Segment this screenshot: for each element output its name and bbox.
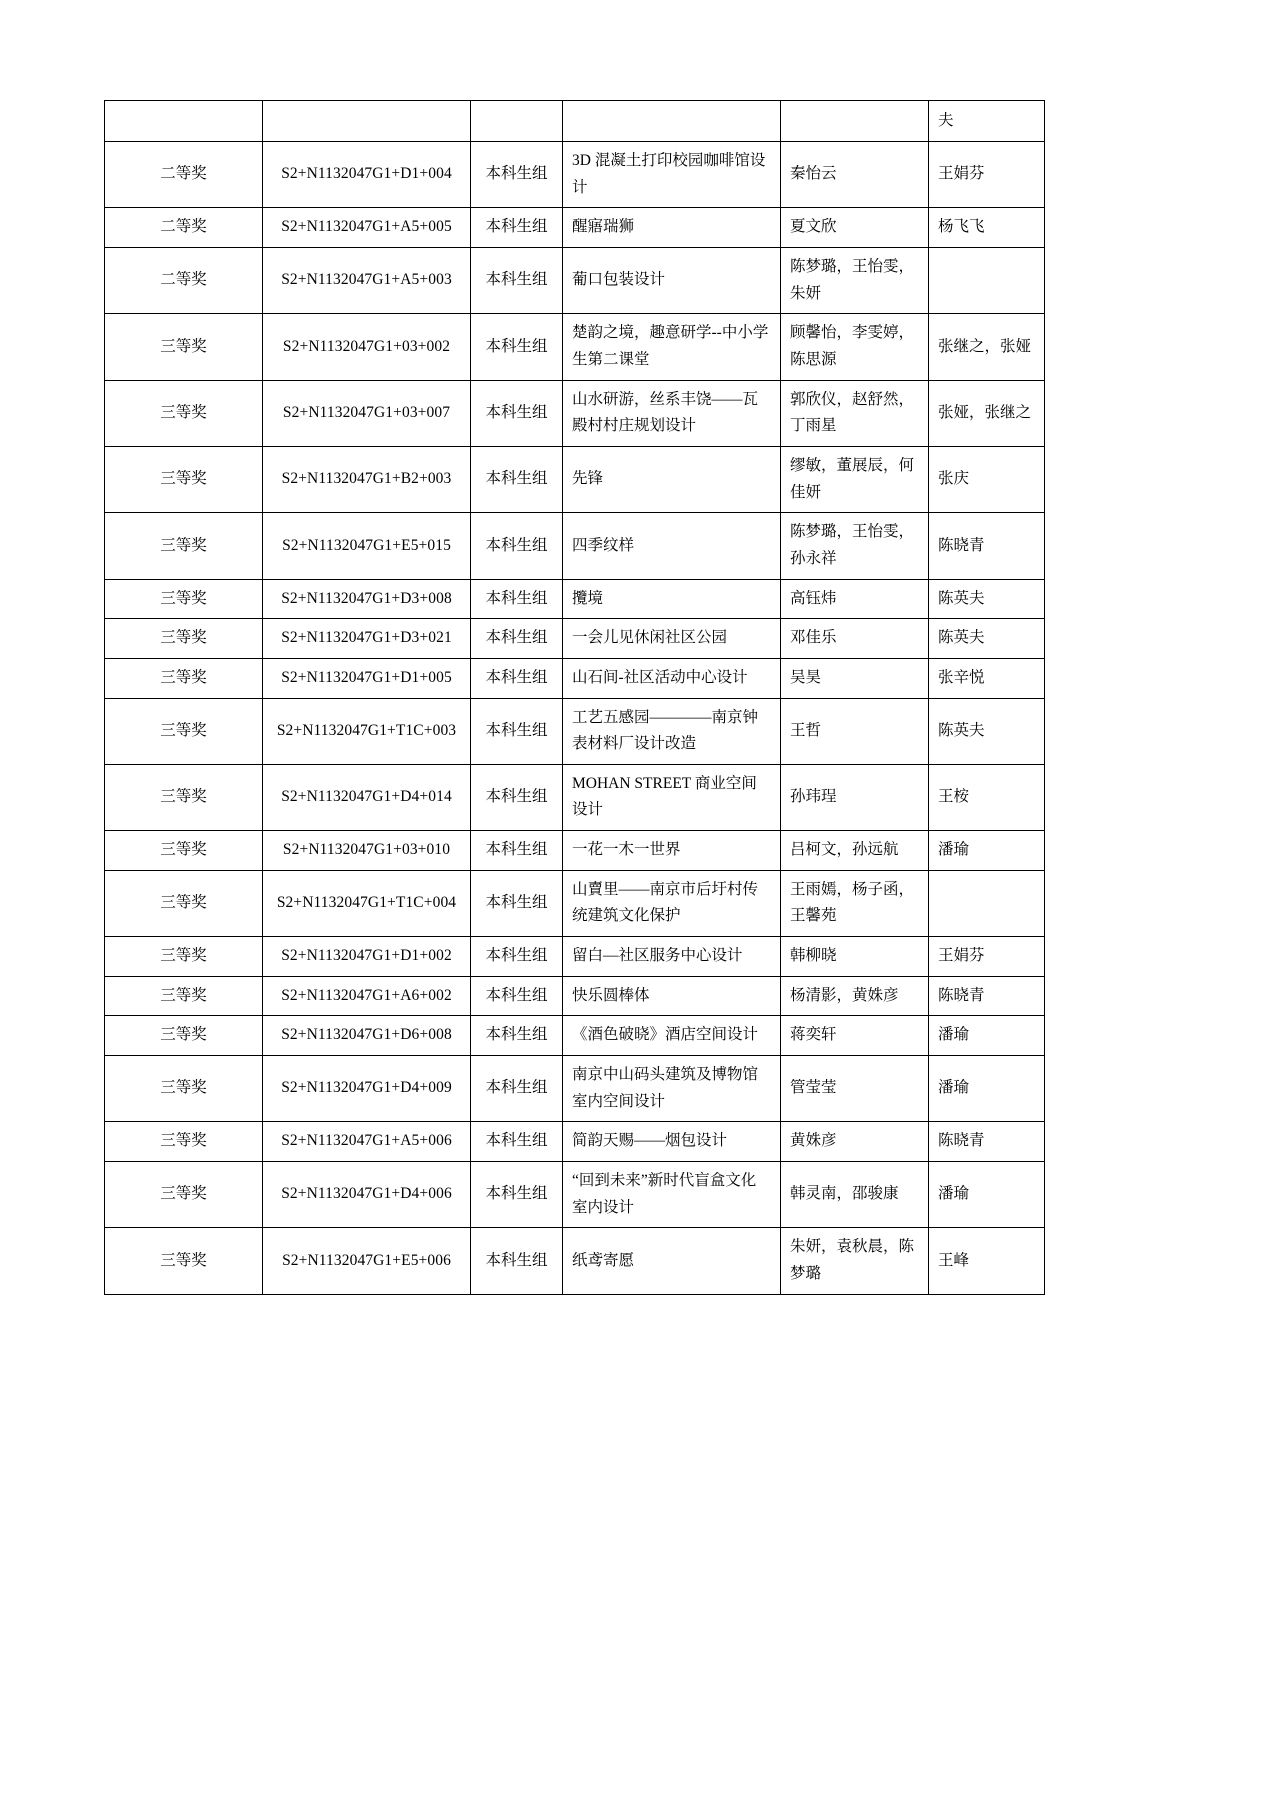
table-row-continued xyxy=(105,101,1045,142)
cell-teacher: 潘瑜 xyxy=(929,1016,1045,1056)
cell-title: 山賣里——南京市后圩村传统建筑文化保护 xyxy=(563,870,781,936)
table-row xyxy=(105,1016,1045,1056)
table-row xyxy=(105,1228,1045,1294)
cell-group: 本科生组 xyxy=(471,831,563,871)
cell-teacher: 王娟芬 xyxy=(929,142,1045,208)
cell-award: 三等奖 xyxy=(105,937,263,977)
cell-teacher: 张辛悦 xyxy=(929,658,1045,698)
cell-title: 一花一木一世界 xyxy=(563,831,781,871)
cell-award: 三等奖 xyxy=(105,1162,263,1228)
cell-student: 王雨嫣，杨子函，王馨苑 xyxy=(781,870,929,936)
cell-student: 郭欣仪，赵舒然，丁雨星 xyxy=(781,380,929,446)
table-row xyxy=(105,142,1045,208)
cell-code: S2+N1132047G1+A6+002 xyxy=(263,976,471,1016)
cell-student: 缪敏，董展辰，何佳妍 xyxy=(781,446,929,512)
cell-award: 三等奖 xyxy=(105,579,263,619)
cell-group: 本科生组 xyxy=(471,619,563,659)
cell-code: S2+N1132047G1+A5+003 xyxy=(263,247,471,313)
cell-teacher: 陈晓青 xyxy=(929,513,1045,579)
cell-title: 工艺五感园————南京钟表材料厂设计改造 xyxy=(563,698,781,764)
cell-code: S2+N1132047G1+T1C+004 xyxy=(263,870,471,936)
cell-code: S2+N1132047G1+E5+015 xyxy=(263,513,471,579)
table-row xyxy=(105,831,1045,871)
cell-student: 陈梦璐，王怡雯，朱妍 xyxy=(781,247,929,313)
cell-code: S2+N1132047G1+B2+003 xyxy=(263,446,471,512)
cell-student: 韩灵南，邵骏康 xyxy=(781,1162,929,1228)
cell-student: 黄姝彦 xyxy=(781,1122,929,1162)
cell-student: 秦怡云 xyxy=(781,142,929,208)
cell-code: S2+N1132047G1+03+007 xyxy=(263,380,471,446)
table-row xyxy=(105,937,1045,977)
table-row xyxy=(105,1162,1045,1228)
cell-group: 本科生组 xyxy=(471,1056,563,1122)
cell-award: 三等奖 xyxy=(105,870,263,936)
table-row xyxy=(105,619,1045,659)
cell-teacher: 王峰 xyxy=(929,1228,1045,1294)
cell-student: 吕柯文，孙远航 xyxy=(781,831,929,871)
cell-teacher: 潘瑜 xyxy=(929,1162,1045,1228)
table-row xyxy=(105,208,1045,248)
cell-teacher: 潘瑜 xyxy=(929,1056,1045,1122)
cell-group: 本科生组 xyxy=(471,380,563,446)
cell-code: S2+N1132047G1+D3+008 xyxy=(263,579,471,619)
table-row xyxy=(105,870,1045,936)
cell-teacher: 夫 xyxy=(929,101,1045,142)
cell-teacher xyxy=(929,247,1045,313)
table-row xyxy=(105,314,1045,380)
cell-code: S2+N1132047G1+03+002 xyxy=(263,314,471,380)
table-row xyxy=(105,658,1045,698)
cell-group xyxy=(471,101,563,142)
cell-title: 留白—社区服务中心设计 xyxy=(563,937,781,977)
cell-title: 四季纹样 xyxy=(563,513,781,579)
cell-award: 三等奖 xyxy=(105,658,263,698)
cell-title: 一会儿见休闲社区公园 xyxy=(563,619,781,659)
cell-code: S2+N1132047G1+D1+002 xyxy=(263,937,471,977)
cell-award: 二等奖 xyxy=(105,208,263,248)
cell-teacher: 王娟芬 xyxy=(929,937,1045,977)
cell-code: S2+N1132047G1+D1+004 xyxy=(263,142,471,208)
table-row xyxy=(105,1056,1045,1122)
cell-group: 本科生组 xyxy=(471,314,563,380)
cell-student: 高钰炜 xyxy=(781,579,929,619)
award-table-body xyxy=(105,101,1045,1295)
cell-teacher: 张继之，张娅 xyxy=(929,314,1045,380)
cell-group: 本科生组 xyxy=(471,976,563,1016)
cell-group: 本科生组 xyxy=(471,513,563,579)
cell-title: 葡口包装设计 xyxy=(563,247,781,313)
cell-code: S2+N1132047G1+D3+021 xyxy=(263,619,471,659)
cell-student xyxy=(781,101,929,142)
cell-group: 本科生组 xyxy=(471,1162,563,1228)
cell-group: 本科生组 xyxy=(471,247,563,313)
cell-group: 本科生组 xyxy=(471,764,563,830)
table-row xyxy=(105,698,1045,764)
cell-title: 醒寤瑞狮 xyxy=(563,208,781,248)
cell-group: 本科生组 xyxy=(471,698,563,764)
cell-award: 三等奖 xyxy=(105,314,263,380)
cell-teacher: 陈英夫 xyxy=(929,579,1045,619)
cell-code: S2+N1132047G1+D6+008 xyxy=(263,1016,471,1056)
cell-code: S2+N1132047G1+D1+005 xyxy=(263,658,471,698)
cell-student: 朱妍，袁秋晨，陈梦璐 xyxy=(781,1228,929,1294)
cell-code: S2+N1132047G1+03+010 xyxy=(263,831,471,871)
cell-award: 三等奖 xyxy=(105,513,263,579)
cell-award: 三等奖 xyxy=(105,831,263,871)
cell-title: 快乐圆棒体 xyxy=(563,976,781,1016)
cell-title xyxy=(563,101,781,142)
award-list-table xyxy=(104,100,1045,1295)
cell-code: S2+N1132047G1+D4+009 xyxy=(263,1056,471,1122)
cell-group: 本科生组 xyxy=(471,658,563,698)
cell-title: 3D 混凝土打印校园咖啡馆设计 xyxy=(563,142,781,208)
table-row xyxy=(105,579,1045,619)
cell-code xyxy=(263,101,471,142)
cell-award: 三等奖 xyxy=(105,1122,263,1162)
cell-code: S2+N1132047G1+D4+014 xyxy=(263,764,471,830)
cell-title: 先锋 xyxy=(563,446,781,512)
cell-teacher: 王桉 xyxy=(929,764,1045,830)
cell-group: 本科生组 xyxy=(471,579,563,619)
table-row xyxy=(105,513,1045,579)
cell-group: 本科生组 xyxy=(471,1228,563,1294)
cell-student: 管莹莹 xyxy=(781,1056,929,1122)
cell-teacher: 潘瑜 xyxy=(929,831,1045,871)
cell-award xyxy=(105,101,263,142)
cell-group: 本科生组 xyxy=(471,937,563,977)
table-row xyxy=(105,764,1045,830)
cell-title: 南京中山码头建筑及博物馆室内空间设计 xyxy=(563,1056,781,1122)
cell-group: 本科生组 xyxy=(471,208,563,248)
cell-award: 三等奖 xyxy=(105,380,263,446)
cell-award: 三等奖 xyxy=(105,446,263,512)
cell-teacher: 陈英夫 xyxy=(929,619,1045,659)
cell-student: 韩柳晓 xyxy=(781,937,929,977)
cell-award: 三等奖 xyxy=(105,619,263,659)
cell-group: 本科生组 xyxy=(471,446,563,512)
cell-award: 三等奖 xyxy=(105,698,263,764)
cell-award: 二等奖 xyxy=(105,142,263,208)
cell-award: 三等奖 xyxy=(105,764,263,830)
cell-teacher xyxy=(929,870,1045,936)
cell-award: 三等奖 xyxy=(105,1016,263,1056)
cell-award: 二等奖 xyxy=(105,247,263,313)
cell-title: 纸鸢寄愿 xyxy=(563,1228,781,1294)
cell-teacher: 张娅，张继之 xyxy=(929,380,1045,446)
cell-title: 简韵天赐——烟包设计 xyxy=(563,1122,781,1162)
table-row xyxy=(105,247,1045,313)
cell-group: 本科生组 xyxy=(471,1122,563,1162)
cell-code: S2+N1132047G1+A5+005 xyxy=(263,208,471,248)
cell-teacher: 陈英夫 xyxy=(929,698,1045,764)
cell-student: 杨清影，黄姝彦 xyxy=(781,976,929,1016)
cell-code: S2+N1132047G1+T1C+003 xyxy=(263,698,471,764)
cell-code: S2+N1132047G1+E5+006 xyxy=(263,1228,471,1294)
cell-award: 三等奖 xyxy=(105,1056,263,1122)
cell-student: 孙玮珵 xyxy=(781,764,929,830)
cell-group: 本科生组 xyxy=(471,1016,563,1056)
cell-code: S2+N1132047G1+A5+006 xyxy=(263,1122,471,1162)
cell-teacher: 杨飞飞 xyxy=(929,208,1045,248)
cell-group: 本科生组 xyxy=(471,142,563,208)
cell-student: 王哲 xyxy=(781,698,929,764)
cell-title: 《酒色破晓》酒店空间设计 xyxy=(563,1016,781,1056)
cell-code: S2+N1132047G1+D4+006 xyxy=(263,1162,471,1228)
table-row xyxy=(105,976,1045,1016)
cell-title: MOHAN STREET 商业空间设计 xyxy=(563,764,781,830)
cell-title: “回到未来”新时代盲盒文化室内设计 xyxy=(563,1162,781,1228)
cell-student: 吴昊 xyxy=(781,658,929,698)
cell-award: 三等奖 xyxy=(105,1228,263,1294)
cell-teacher: 张庆 xyxy=(929,446,1045,512)
cell-group: 本科生组 xyxy=(471,870,563,936)
cell-teacher: 陈晓青 xyxy=(929,976,1045,1016)
cell-student: 邓佳乐 xyxy=(781,619,929,659)
cell-student: 陈梦璐，王怡雯，孙永祥 xyxy=(781,513,929,579)
cell-student: 蒋奕轩 xyxy=(781,1016,929,1056)
cell-student: 顾馨怡，李雯婷，陈思源 xyxy=(781,314,929,380)
table-row xyxy=(105,1122,1045,1162)
table-row xyxy=(105,446,1045,512)
table-row xyxy=(105,380,1045,446)
cell-title: 山石间-社区活动中心设计 xyxy=(563,658,781,698)
cell-title: 攬境 xyxy=(563,579,781,619)
cell-student: 夏文欣 xyxy=(781,208,929,248)
cell-teacher: 陈晓青 xyxy=(929,1122,1045,1162)
cell-title: 楚韵之境，趣意研学--中小学生第二课堂 xyxy=(563,314,781,380)
cell-award: 三等奖 xyxy=(105,976,263,1016)
cell-title: 山水研游，丝系丰饶——瓦殿村村庄规划设计 xyxy=(563,380,781,446)
